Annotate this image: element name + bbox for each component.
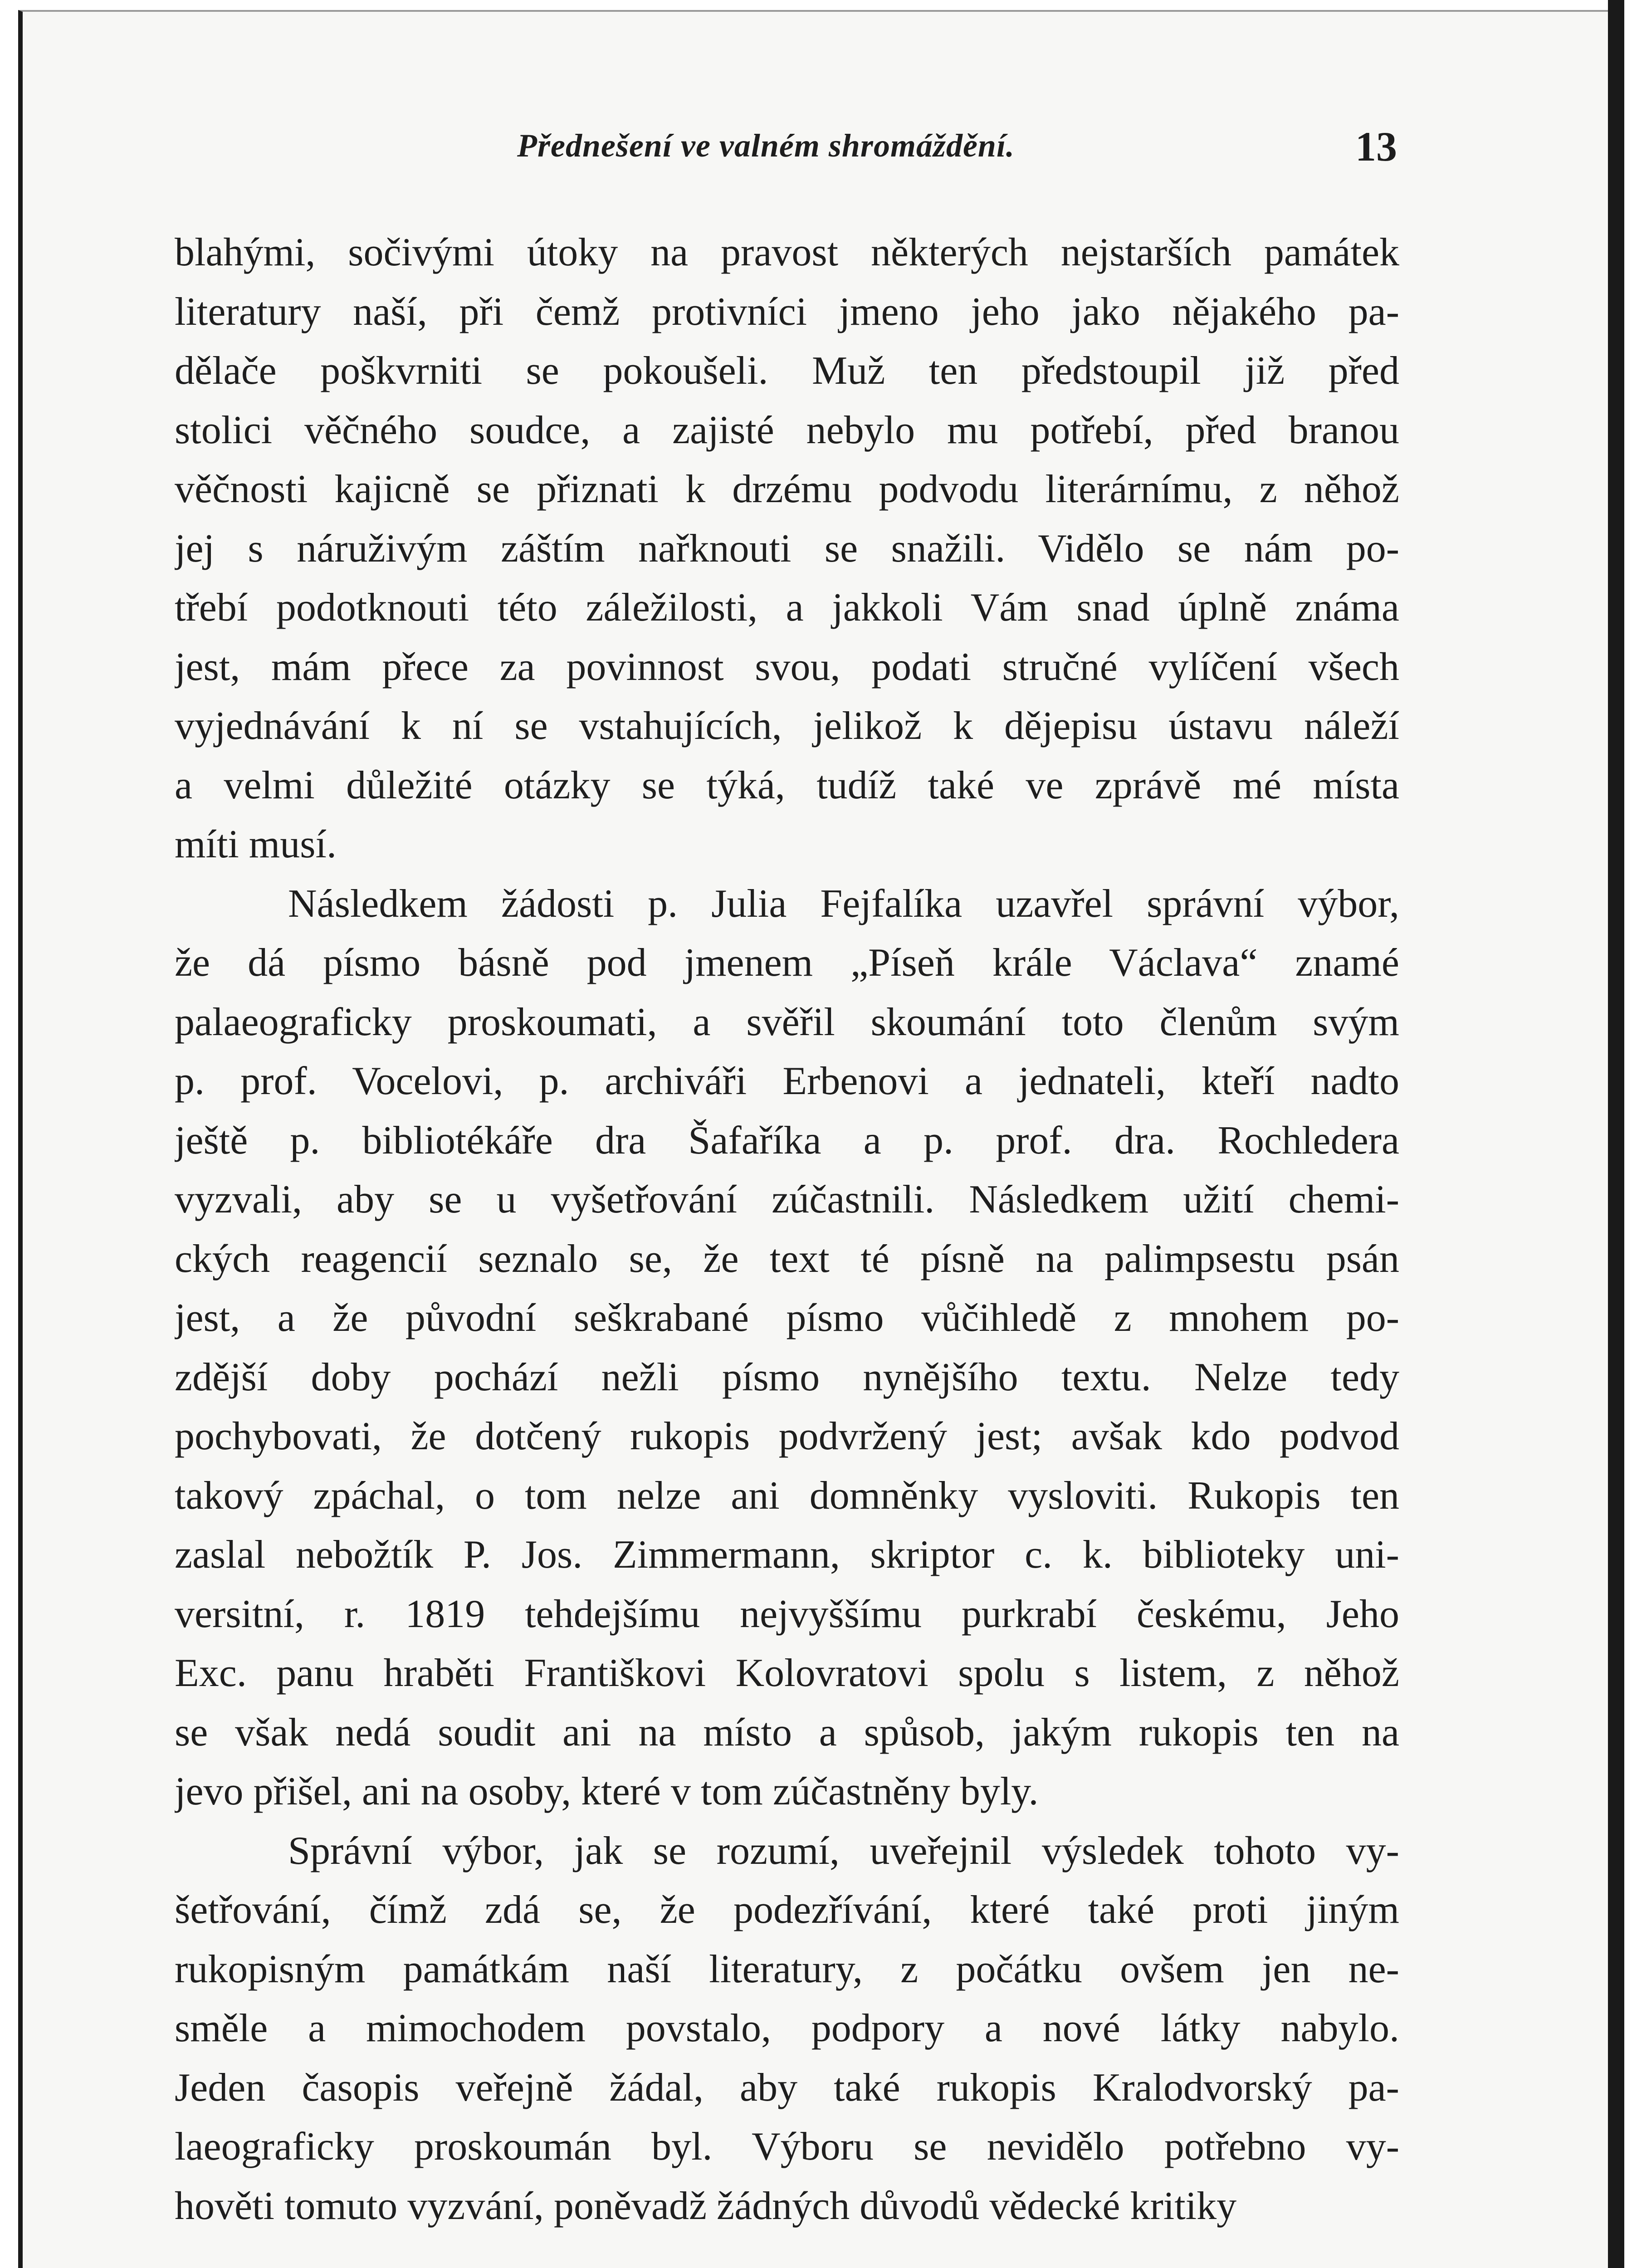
text-line: jest, mám přece za povinnost svou, podati stručné vylíčení všech xyxy=(175,645,1399,689)
scan-edge xyxy=(1608,0,1624,2268)
paragraph xyxy=(175,223,1399,875)
text-line: že dá písmo básně pod jmenem „Píseň krále Václava“ znamé xyxy=(175,941,1399,985)
text-line: jej s náruživým záštím nařknouti se snažili. Vidělo se nám po- xyxy=(175,526,1399,571)
text-line: versitní, r. 1819 tehdejšímu nejvyššímu purkrabí českému, Jeho xyxy=(175,1592,1399,1636)
text-line: vyjednávání k ní se vstahujících, jelikož k dějepisu ústavu náleží xyxy=(175,704,1399,748)
text-line: vyzvali, aby se u vyšetřování zúčastnili. Následkem užití chemi- xyxy=(175,1178,1399,1222)
paragraph xyxy=(175,1822,1399,2236)
text-line: laeograficky proskoumán byl. Výboru se nevidělo potřebno vy- xyxy=(175,2125,1399,2169)
text-line: palaeograficky proskoumati, a svěřil skoumání toto členům svým xyxy=(175,1000,1399,1044)
page-header xyxy=(172,122,1397,177)
text-line: blahými, sočivými útoky na pravost některých nejstarších památek xyxy=(175,230,1399,274)
text-line: stolici věčného soudce, a zajisté nebylo mu potřebí, před branou xyxy=(175,408,1399,452)
text-line: p. prof. Vocelovi, p. archiváři Erbenovi a jednateli, kteří nadto xyxy=(175,1059,1399,1103)
text-line: věčnosti kajicně se přiznati k drzému podvodu literárnímu, z něhož xyxy=(175,467,1399,511)
text-line: Jeden časopis veřejně žádal, aby také rukopis Kralodvorský pa- xyxy=(175,2065,1399,2110)
text-line: zdější doby pochází nežli písmo nynějšího textu. Nelze tedy xyxy=(175,1355,1399,1399)
page-number: 13 xyxy=(1355,123,1397,170)
running-head: Přednešení ve valném shromáždění. xyxy=(517,127,1015,164)
text-line: Exc. panu hraběti Františkovi Kolovratovi spolu s listem, z něhož xyxy=(175,1651,1399,1695)
text-line: se však nedá soudit ani na místo a spůsob, jakým rukopis ten na xyxy=(175,1710,1399,1755)
text-line: takový zpáchal, o tom nelze ani domněnky vysloviti. Rukopis ten xyxy=(175,1473,1399,1518)
text-line: literatury naší, při čemž protivníci jmeno jeho jako nějakého pa- xyxy=(175,289,1399,334)
text-line: ještě p. bibliotékáře dra Šafaříka a p. prof. dra. Rochledera xyxy=(175,1118,1399,1163)
text-line: hověti tomuto vyzvání, poněvadž žádných důvodů vědecké kritiky xyxy=(175,2184,1237,2228)
text-line: ckých reagencií seznalo se, že text té písně na palimpsestu psán xyxy=(175,1237,1399,1281)
text-line: směle a mimochodem povstalo, podpory a nové látky nabylo. xyxy=(175,2006,1399,2050)
text-line: jevo přišel, ani na osoby, které v tom zúčastněny byly. xyxy=(175,1769,1039,1813)
text-line: dělače poškvrniti se pokoušeli. Muž ten předstoupil již před xyxy=(175,349,1399,393)
paragraph xyxy=(175,875,1399,1822)
text-line: Následkem žádosti p. Julia Fejfalíka uzavřel správní výbor, xyxy=(288,881,1399,926)
body-text xyxy=(175,223,1399,2236)
text-line: rukopisným památkám naší literatury, z počátku ovšem jen ne- xyxy=(175,1947,1399,1991)
text-line: jest, a že původní seškrabané písmo vůčihledě z mnohem po- xyxy=(175,1296,1399,1340)
text-line: a velmi důležité otázky se týká, tudíž také ve zprávě mé místa xyxy=(175,763,1399,807)
text-line: zaslal nebožtík P. Jos. Zimmermann, skriptor c. k. biblioteky uni- xyxy=(175,1533,1399,1577)
text-line: pochybovati, že dotčený rukopis podvržený jest; avšak kdo podvod xyxy=(175,1414,1399,1458)
text-line: šetřování, čímž zdá se, že podezřívání, které také proti jiným xyxy=(175,1888,1399,1932)
text-line: Správní výbor, jak se rozumí, uveřejnil výsledek tohoto vy- xyxy=(288,1828,1399,1873)
text-line: míti musí. xyxy=(175,822,337,866)
text-line: třebí podotknouti této záležilosti, a jakkoli Vám snad úplně známa xyxy=(175,586,1399,630)
